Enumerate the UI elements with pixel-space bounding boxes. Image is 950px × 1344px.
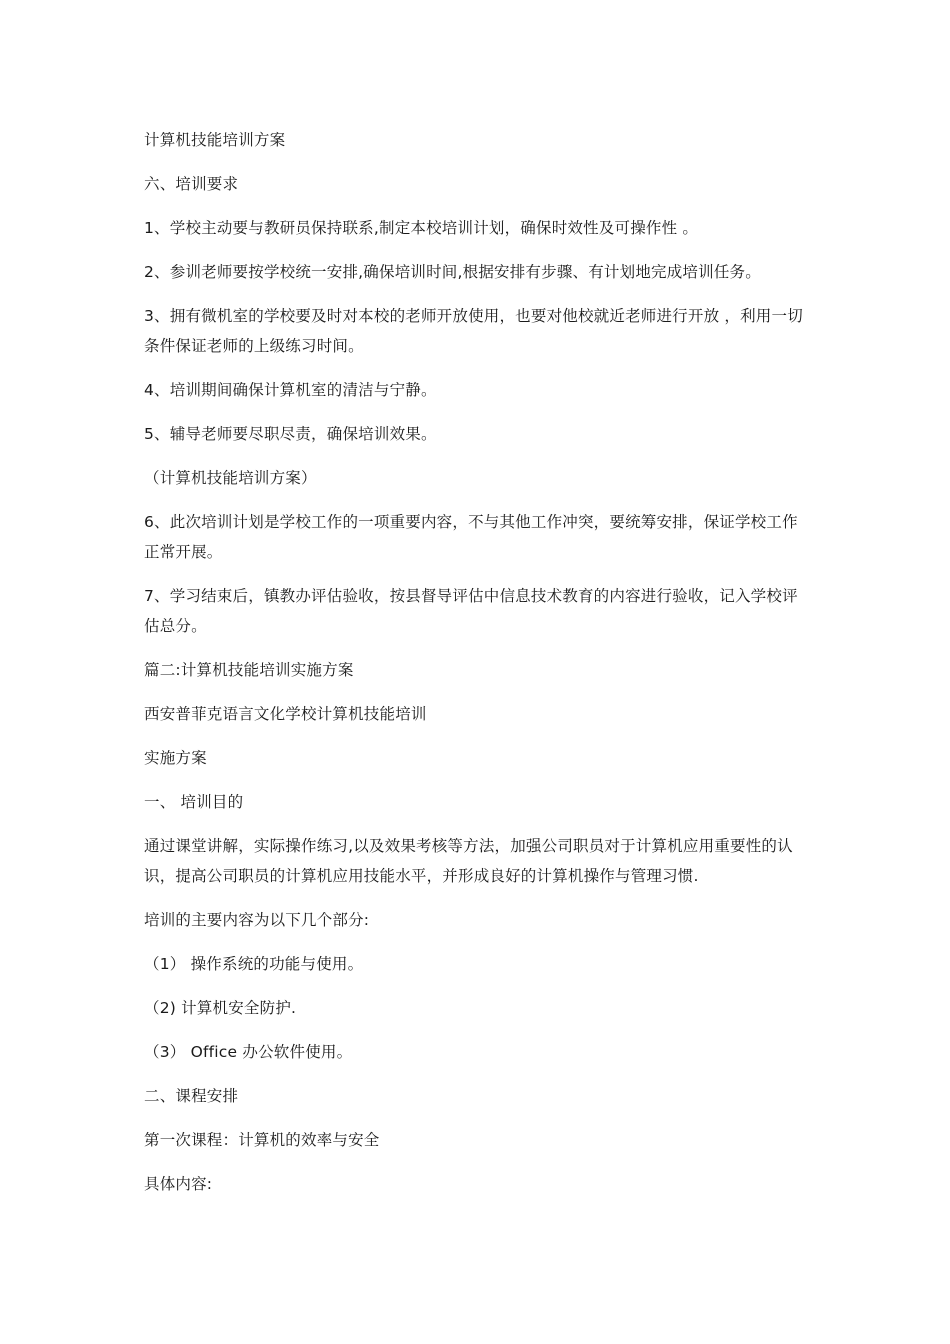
section-heading-requirements: 六、培训要求 [144, 175, 239, 193]
section-heading-schedule: 二、课程安排 [144, 1087, 239, 1105]
content-item-3: （3） Office 办公软件使用。 [144, 1043, 353, 1061]
requirement-item-5: 5、辅导老师要尽职尽责，确保培训效果。 [144, 425, 437, 443]
document-title: 计算机技能培训方案 [144, 131, 286, 149]
section-heading-purpose: 一、 培训目的 [144, 793, 244, 811]
requirement-item-1: 1、学校主动要与教研员保持联系,制定本校培训计划，确保时效性及可操作性 。 [144, 219, 699, 237]
part-two-heading: 篇二:计算机技能培训实施方案 [144, 661, 354, 679]
requirement-item-3: 3、拥有微机室的学校要及时对本校的老师开放使用，也要对他校就近老师进行开放 ，利用一切条件保证老师的上级练习时间。 [144, 307, 803, 355]
requirement-item-7: 7、学习结束后，镇教办评估验收，按县督导评估中信息技术教育的内容进行验收，记入学校评估总分。 [144, 587, 798, 635]
details-label: 具体内容: [144, 1175, 213, 1193]
purpose-text: 通过课堂讲解，实际操作练习,以及效果考核等方法，加强公司职员对于计算机应用重要性的认识，提高公司职员的计算机应用技能水平，并形成良好的计算机操作与管理习惯. [144, 837, 793, 885]
plan-subtitle: 实施方案 [144, 749, 207, 767]
requirement-item-2: 2、参训老师要按学校统一安排,确保培训时间,根据安排有步骤、有计划地完成培训任务。 [144, 263, 761, 281]
content-item-1: （1） 操作系统的功能与使用。 [144, 955, 364, 973]
source-note: （计算机技能培训方案） [144, 469, 317, 487]
first-course: 第一次课程：计算机的效率与安全 [144, 1131, 380, 1149]
requirement-item-4: 4、培训期间确保计算机室的清洁与宁静。 [144, 381, 437, 399]
document-body [144, 125, 808, 1213]
content-item-2: （2) 计算机安全防护. [144, 999, 297, 1017]
school-title: 西安普菲克语言文化学校计算机技能培训 [144, 705, 427, 723]
content-intro: 培训的主要内容为以下几个部分: [144, 911, 370, 929]
requirement-item-6: 6、此次培训计划是学校工作的一项重要内容，不与其他工作冲突，要统筹安排，保证学校工作正常开展。 [144, 513, 798, 561]
